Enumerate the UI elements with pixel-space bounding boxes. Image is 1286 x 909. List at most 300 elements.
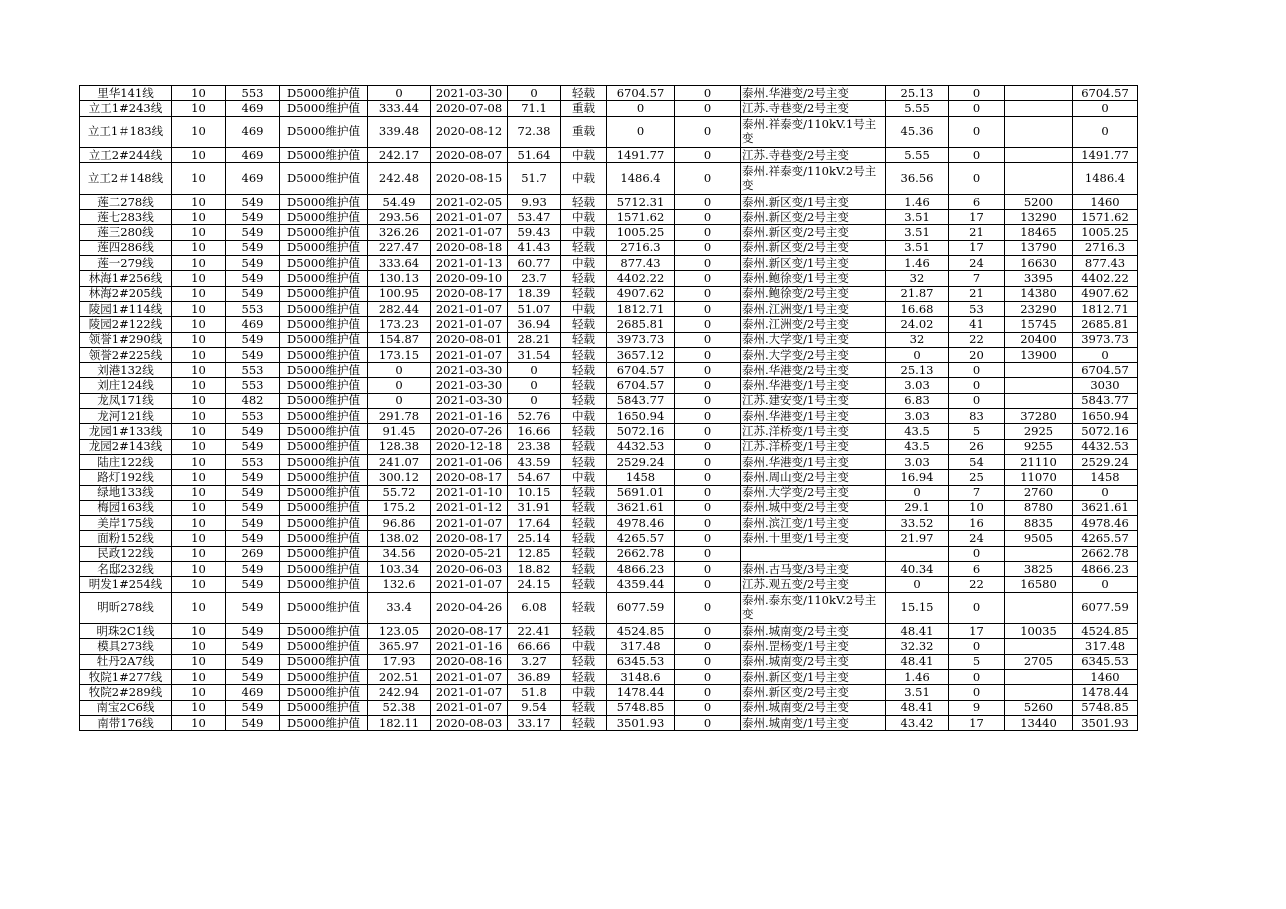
amount-cell	[1005, 363, 1073, 378]
data-source-cell: D5000维护值	[280, 240, 368, 255]
load-rate-cell: 51.7	[508, 163, 561, 195]
table-row	[80, 639, 1138, 654]
substation-cell: 泰州.华港变/1号主变	[741, 454, 886, 469]
line-name-cell: 牧院1#277线	[80, 670, 172, 685]
count-cell: 0	[949, 670, 1005, 685]
rated-capacity-cell: 549	[226, 531, 280, 546]
date-cell: 2020-06-03	[431, 562, 508, 577]
rated-capacity-cell: 549	[226, 516, 280, 531]
max-current-cell: 130.13	[368, 271, 431, 286]
table-row	[80, 271, 1138, 286]
substation-cell: 泰州.新区变/2号主变	[741, 210, 886, 225]
load-level-cell: 轻载	[561, 332, 607, 347]
spare-capacity-cell: 6704.57	[607, 86, 675, 101]
substation-cell: 泰州.江洲变/1号主变	[741, 301, 886, 316]
amount-cell: 10035	[1005, 624, 1073, 639]
data-source-cell: D5000维护值	[280, 562, 368, 577]
spare-capacity-cell: 1486.4	[607, 163, 675, 195]
available-capacity-cell: 877.43	[1073, 256, 1138, 271]
available-capacity-cell: 3501.93	[1073, 715, 1138, 730]
line-name-cell: 美岸175线	[80, 516, 172, 531]
voltage-cell: 10	[172, 409, 226, 424]
count-cell: 22	[949, 577, 1005, 592]
voltage-cell: 10	[172, 546, 226, 561]
line-name-cell: 龙河121线	[80, 409, 172, 424]
rated-capacity-cell: 553	[226, 363, 280, 378]
date-cell: 2020-07-08	[431, 101, 508, 116]
load-rate-cell: 24.15	[508, 577, 561, 592]
amount-cell: 15745	[1005, 317, 1073, 332]
spare-capacity-cell: 2529.24	[607, 454, 675, 469]
amount-cell: 9255	[1005, 439, 1073, 454]
amount-cell: 2925	[1005, 424, 1073, 439]
spare-capacity-cell: 0	[607, 101, 675, 116]
load-level-cell: 轻载	[561, 194, 607, 209]
table-row	[80, 101, 1138, 116]
load-rate-cell: 0	[508, 378, 561, 393]
available-capacity-cell: 1460	[1073, 194, 1138, 209]
substation-cell: 泰州.城南变/2号主变	[741, 624, 886, 639]
data-source-cell: D5000维护值	[280, 101, 368, 116]
voltage-cell: 10	[172, 86, 226, 101]
line-name-cell: 莲三280线	[80, 225, 172, 240]
rated-capacity-cell: 549	[226, 225, 280, 240]
spare-capacity-cell: 5712.31	[607, 194, 675, 209]
transformer-value-cell: 32	[886, 332, 949, 347]
substation-cell: 泰州.新区变/2号主变	[741, 685, 886, 700]
available-capacity-cell: 1458	[1073, 470, 1138, 485]
voltage-cell: 10	[172, 439, 226, 454]
voltage-cell: 10	[172, 363, 226, 378]
table-row	[80, 317, 1138, 332]
zero-cell: 0	[675, 439, 741, 454]
available-capacity-cell: 4432.53	[1073, 439, 1138, 454]
zero-cell: 0	[675, 516, 741, 531]
table-row	[80, 363, 1138, 378]
data-source-cell: D5000维护值	[280, 715, 368, 730]
load-level-cell: 轻载	[561, 700, 607, 715]
spare-capacity-cell: 3621.61	[607, 500, 675, 515]
max-current-cell: 282.44	[368, 301, 431, 316]
max-current-cell: 333.64	[368, 256, 431, 271]
load-level-cell: 轻载	[561, 516, 607, 531]
transformer-value-cell: 3.51	[886, 685, 949, 700]
table-row	[80, 301, 1138, 316]
amount-cell: 13900	[1005, 347, 1073, 362]
load-rate-cell: 41.43	[508, 240, 561, 255]
table-row	[80, 148, 1138, 163]
date-cell: 2021-01-07	[431, 516, 508, 531]
load-level-cell: 中载	[561, 163, 607, 195]
line-name-cell: 民政122线	[80, 546, 172, 561]
table-row	[80, 500, 1138, 515]
voltage-cell: 10	[172, 715, 226, 730]
voltage-cell: 10	[172, 256, 226, 271]
voltage-cell: 10	[172, 577, 226, 592]
rated-capacity-cell: 549	[226, 240, 280, 255]
zero-cell: 0	[675, 363, 741, 378]
load-level-cell: 轻载	[561, 624, 607, 639]
line-name-cell: 莲二278线	[80, 194, 172, 209]
line-name-cell: 龙园1#133线	[80, 424, 172, 439]
table-row	[80, 546, 1138, 561]
max-current-cell: 96.86	[368, 516, 431, 531]
load-rate-cell: 43.59	[508, 454, 561, 469]
substation-cell: 泰州.罡杨变/1号主变	[741, 639, 886, 654]
date-cell: 2020-07-26	[431, 424, 508, 439]
load-level-cell: 轻载	[561, 240, 607, 255]
load-rate-cell: 12.85	[508, 546, 561, 561]
zero-cell: 0	[675, 163, 741, 195]
voltage-cell: 10	[172, 500, 226, 515]
date-cell: 2021-01-07	[431, 685, 508, 700]
zero-cell: 0	[675, 454, 741, 469]
rated-capacity-cell: 549	[226, 271, 280, 286]
data-source-cell: D5000维护值	[280, 700, 368, 715]
voltage-cell: 10	[172, 301, 226, 316]
substation-cell: 江苏.建安变/1号主变	[741, 393, 886, 408]
zero-cell: 0	[675, 347, 741, 362]
line-name-cell: 面粉152线	[80, 531, 172, 546]
line-name-cell: 南宝2C6线	[80, 700, 172, 715]
zero-cell: 0	[675, 240, 741, 255]
rated-capacity-cell: 549	[226, 624, 280, 639]
zero-cell: 0	[675, 670, 741, 685]
table-row	[80, 470, 1138, 485]
load-rate-cell: 25.14	[508, 531, 561, 546]
substation-cell: 泰州.滨江变/1号主变	[741, 516, 886, 531]
table-row	[80, 700, 1138, 715]
count-cell: 17	[949, 210, 1005, 225]
date-cell: 2020-08-17	[431, 531, 508, 546]
transformer-value-cell: 3.03	[886, 454, 949, 469]
data-source-cell: D5000维护值	[280, 210, 368, 225]
available-capacity-cell: 5843.77	[1073, 393, 1138, 408]
amount-cell	[1005, 86, 1073, 101]
rated-capacity-cell: 549	[226, 654, 280, 669]
substation-cell: 泰州.大学变/2号主变	[741, 485, 886, 500]
spare-capacity-cell: 5748.85	[607, 700, 675, 715]
amount-cell: 14380	[1005, 286, 1073, 301]
transformer-value-cell: 16.68	[886, 301, 949, 316]
count-cell: 17	[949, 624, 1005, 639]
available-capacity-cell: 2662.78	[1073, 546, 1138, 561]
load-rate-cell: 17.64	[508, 516, 561, 531]
count-cell: 41	[949, 317, 1005, 332]
load-level-cell: 轻载	[561, 592, 607, 624]
line-name-cell: 刘港132线	[80, 363, 172, 378]
zero-cell: 0	[675, 101, 741, 116]
table-row	[80, 210, 1138, 225]
spare-capacity-cell: 4432.53	[607, 439, 675, 454]
date-cell: 2021-01-13	[431, 256, 508, 271]
substation-cell: 泰州.新区变/2号主变	[741, 225, 886, 240]
load-rate-cell: 18.82	[508, 562, 561, 577]
load-rate-cell: 16.66	[508, 424, 561, 439]
zero-cell: 0	[675, 378, 741, 393]
table-row	[80, 562, 1138, 577]
amount-cell: 5260	[1005, 700, 1073, 715]
line-name-cell: 梅园163线	[80, 500, 172, 515]
amount-cell	[1005, 592, 1073, 624]
rated-capacity-cell: 553	[226, 378, 280, 393]
load-rate-cell: 36.89	[508, 670, 561, 685]
line-name-cell: 路灯192线	[80, 470, 172, 485]
date-cell: 2021-01-07	[431, 577, 508, 592]
load-rate-cell: 28.21	[508, 332, 561, 347]
zero-cell: 0	[675, 317, 741, 332]
voltage-cell: 10	[172, 332, 226, 347]
available-capacity-cell: 2685.81	[1073, 317, 1138, 332]
max-current-cell: 132.6	[368, 577, 431, 592]
substation-cell: 泰州.鲍徐变/2号主变	[741, 286, 886, 301]
spare-capacity-cell: 5072.16	[607, 424, 675, 439]
zero-cell: 0	[675, 332, 741, 347]
amount-cell	[1005, 685, 1073, 700]
transformer-value-cell: 36.56	[886, 163, 949, 195]
date-cell: 2020-08-07	[431, 148, 508, 163]
line-name-cell: 模具273线	[80, 639, 172, 654]
spare-capacity-cell: 5843.77	[607, 393, 675, 408]
rated-capacity-cell: 469	[226, 148, 280, 163]
date-cell: 2021-02-05	[431, 194, 508, 209]
spare-capacity-cell: 1491.77	[607, 148, 675, 163]
voltage-cell: 10	[172, 148, 226, 163]
voltage-cell: 10	[172, 271, 226, 286]
data-source-cell: D5000维护值	[280, 378, 368, 393]
line-name-cell: 陆庄122线	[80, 454, 172, 469]
load-level-cell: 重载	[561, 101, 607, 116]
spare-capacity-cell: 3148.6	[607, 670, 675, 685]
data-source-cell: D5000维护值	[280, 424, 368, 439]
voltage-cell: 10	[172, 685, 226, 700]
date-cell: 2021-01-07	[431, 347, 508, 362]
amount-cell: 21110	[1005, 454, 1073, 469]
load-rate-cell: 23.7	[508, 271, 561, 286]
amount-cell: 3825	[1005, 562, 1073, 577]
transformer-value-cell: 21.97	[886, 531, 949, 546]
data-source-cell: D5000维护值	[280, 454, 368, 469]
rated-capacity-cell: 549	[226, 485, 280, 500]
available-capacity-cell: 6077.59	[1073, 592, 1138, 624]
line-name-cell: 明发1#254线	[80, 577, 172, 592]
data-source-cell: D5000维护值	[280, 577, 368, 592]
count-cell: 24	[949, 531, 1005, 546]
substation-cell: 泰州.华港变/2号主变	[741, 86, 886, 101]
amount-cell: 2760	[1005, 485, 1073, 500]
data-source-cell: D5000维护值	[280, 286, 368, 301]
available-capacity-cell: 0	[1073, 347, 1138, 362]
load-rate-cell: 0	[508, 393, 561, 408]
rated-capacity-cell: 549	[226, 670, 280, 685]
data-source-cell: D5000维护值	[280, 439, 368, 454]
rated-capacity-cell: 549	[226, 256, 280, 271]
zero-cell: 0	[675, 531, 741, 546]
date-cell: 2020-09-10	[431, 271, 508, 286]
transformer-value-cell: 29.1	[886, 500, 949, 515]
data-source-cell: D5000维护值	[280, 500, 368, 515]
spare-capacity-cell: 2662.78	[607, 546, 675, 561]
substation-cell: 泰州.城南变/2号主变	[741, 654, 886, 669]
rated-capacity-cell: 549	[226, 286, 280, 301]
date-cell: 2020-08-01	[431, 332, 508, 347]
transformer-value-cell: 0	[886, 577, 949, 592]
transformer-value-cell: 43.5	[886, 424, 949, 439]
load-rate-cell: 9.93	[508, 194, 561, 209]
line-name-cell: 牡丹2A7线	[80, 654, 172, 669]
load-rate-cell: 71.1	[508, 101, 561, 116]
date-cell: 2021-01-07	[431, 301, 508, 316]
voltage-cell: 10	[172, 592, 226, 624]
load-rate-cell: 18.39	[508, 286, 561, 301]
transformer-value-cell: 3.03	[886, 378, 949, 393]
table-row	[80, 577, 1138, 592]
date-cell: 2021-01-07	[431, 700, 508, 715]
load-level-cell: 轻载	[561, 363, 607, 378]
line-name-cell: 立工2#244线	[80, 148, 172, 163]
line-name-cell: 莲七283线	[80, 210, 172, 225]
substation-cell: 江苏.寺巷变/2号主变	[741, 148, 886, 163]
table-row	[80, 424, 1138, 439]
rated-capacity-cell: 469	[226, 116, 280, 148]
substation-cell: 泰州.大学变/1号主变	[741, 332, 886, 347]
zero-cell: 0	[675, 301, 741, 316]
count-cell: 83	[949, 409, 1005, 424]
load-rate-cell: 51.8	[508, 685, 561, 700]
data-source-cell: D5000维护值	[280, 470, 368, 485]
amount-cell	[1005, 546, 1073, 561]
spare-capacity-cell: 6077.59	[607, 592, 675, 624]
amount-cell	[1005, 116, 1073, 148]
table-row	[80, 256, 1138, 271]
substation-cell	[741, 546, 886, 561]
table-row	[80, 670, 1138, 685]
zero-cell: 0	[675, 685, 741, 700]
transformer-value-cell: 3.03	[886, 409, 949, 424]
line-name-cell: 绿地133线	[80, 485, 172, 500]
max-current-cell: 173.23	[368, 317, 431, 332]
substation-cell: 泰州.江洲变/2号主变	[741, 317, 886, 332]
transformer-value-cell: 0	[886, 347, 949, 362]
table-row	[80, 624, 1138, 639]
line-name-cell: 名邸232线	[80, 562, 172, 577]
voltage-cell: 10	[172, 624, 226, 639]
count-cell: 0	[949, 592, 1005, 624]
data-table	[79, 85, 1138, 731]
zero-cell: 0	[675, 393, 741, 408]
voltage-cell: 10	[172, 317, 226, 332]
zero-cell: 0	[675, 409, 741, 424]
data-source-cell: D5000维护值	[280, 592, 368, 624]
voltage-cell: 10	[172, 670, 226, 685]
line-name-cell: 立工1#243线	[80, 101, 172, 116]
data-source-cell: D5000维护值	[280, 148, 368, 163]
line-name-cell: 龙园2#143线	[80, 439, 172, 454]
max-current-cell: 91.45	[368, 424, 431, 439]
count-cell: 21	[949, 286, 1005, 301]
voltage-cell: 10	[172, 225, 226, 240]
rated-capacity-cell: 469	[226, 101, 280, 116]
max-current-cell: 0	[368, 378, 431, 393]
table-row	[80, 409, 1138, 424]
load-rate-cell: 0	[508, 363, 561, 378]
data-source-cell: D5000维护值	[280, 624, 368, 639]
max-current-cell: 227.47	[368, 240, 431, 255]
substation-cell: 泰州.周山变/2号主变	[741, 470, 886, 485]
voltage-cell: 10	[172, 393, 226, 408]
voltage-cell: 10	[172, 347, 226, 362]
zero-cell: 0	[675, 116, 741, 148]
max-current-cell: 34.56	[368, 546, 431, 561]
count-cell: 0	[949, 685, 1005, 700]
amount-cell: 8835	[1005, 516, 1073, 531]
date-cell: 2020-08-03	[431, 715, 508, 730]
max-current-cell: 365.97	[368, 639, 431, 654]
load-level-cell: 中载	[561, 301, 607, 316]
transformer-value-cell: 3.51	[886, 210, 949, 225]
transformer-value-cell: 43.42	[886, 715, 949, 730]
amount-cell: 16630	[1005, 256, 1073, 271]
count-cell: 21	[949, 225, 1005, 240]
amount-cell: 3395	[1005, 271, 1073, 286]
data-source-cell: D5000维护值	[280, 163, 368, 195]
transformer-value-cell: 1.46	[886, 194, 949, 209]
date-cell: 2021-01-07	[431, 670, 508, 685]
table-row	[80, 194, 1138, 209]
rated-capacity-cell: 469	[226, 685, 280, 700]
count-cell: 5	[949, 654, 1005, 669]
available-capacity-cell: 2529.24	[1073, 454, 1138, 469]
spare-capacity-cell: 4524.85	[607, 624, 675, 639]
count-cell: 24	[949, 256, 1005, 271]
substation-cell: 泰州.十里变/1号主变	[741, 531, 886, 546]
zero-cell: 0	[675, 148, 741, 163]
date-cell: 2021-01-07	[431, 210, 508, 225]
substation-cell: 江苏.观五变/2号主变	[741, 577, 886, 592]
load-rate-cell: 31.91	[508, 500, 561, 515]
rated-capacity-cell: 469	[226, 163, 280, 195]
table-row	[80, 116, 1138, 148]
max-current-cell: 17.93	[368, 654, 431, 669]
max-current-cell: 326.26	[368, 225, 431, 240]
rated-capacity-cell: 549	[226, 577, 280, 592]
voltage-cell: 10	[172, 700, 226, 715]
load-rate-cell: 54.67	[508, 470, 561, 485]
spare-capacity-cell: 1005.25	[607, 225, 675, 240]
substation-cell: 江苏.洋桥变/1号主变	[741, 424, 886, 439]
load-level-cell: 重载	[561, 116, 607, 148]
amount-cell: 18465	[1005, 225, 1073, 240]
spare-capacity-cell: 4866.23	[607, 562, 675, 577]
date-cell: 2020-12-18	[431, 439, 508, 454]
line-name-cell: 南带176线	[80, 715, 172, 730]
amount-cell: 13440	[1005, 715, 1073, 730]
voltage-cell: 10	[172, 654, 226, 669]
spare-capacity-cell: 1458	[607, 470, 675, 485]
load-level-cell: 中载	[561, 639, 607, 654]
substation-cell: 泰州.城南变/1号主变	[741, 715, 886, 730]
table-row	[80, 347, 1138, 362]
transformer-value-cell: 25.13	[886, 86, 949, 101]
load-rate-cell: 59.43	[508, 225, 561, 240]
amount-cell: 20400	[1005, 332, 1073, 347]
table-row	[80, 225, 1138, 240]
load-rate-cell: 33.17	[508, 715, 561, 730]
data-source-cell: D5000维护值	[280, 546, 368, 561]
load-level-cell: 轻载	[561, 271, 607, 286]
table-row	[80, 516, 1138, 531]
data-source-cell: D5000维护值	[280, 332, 368, 347]
